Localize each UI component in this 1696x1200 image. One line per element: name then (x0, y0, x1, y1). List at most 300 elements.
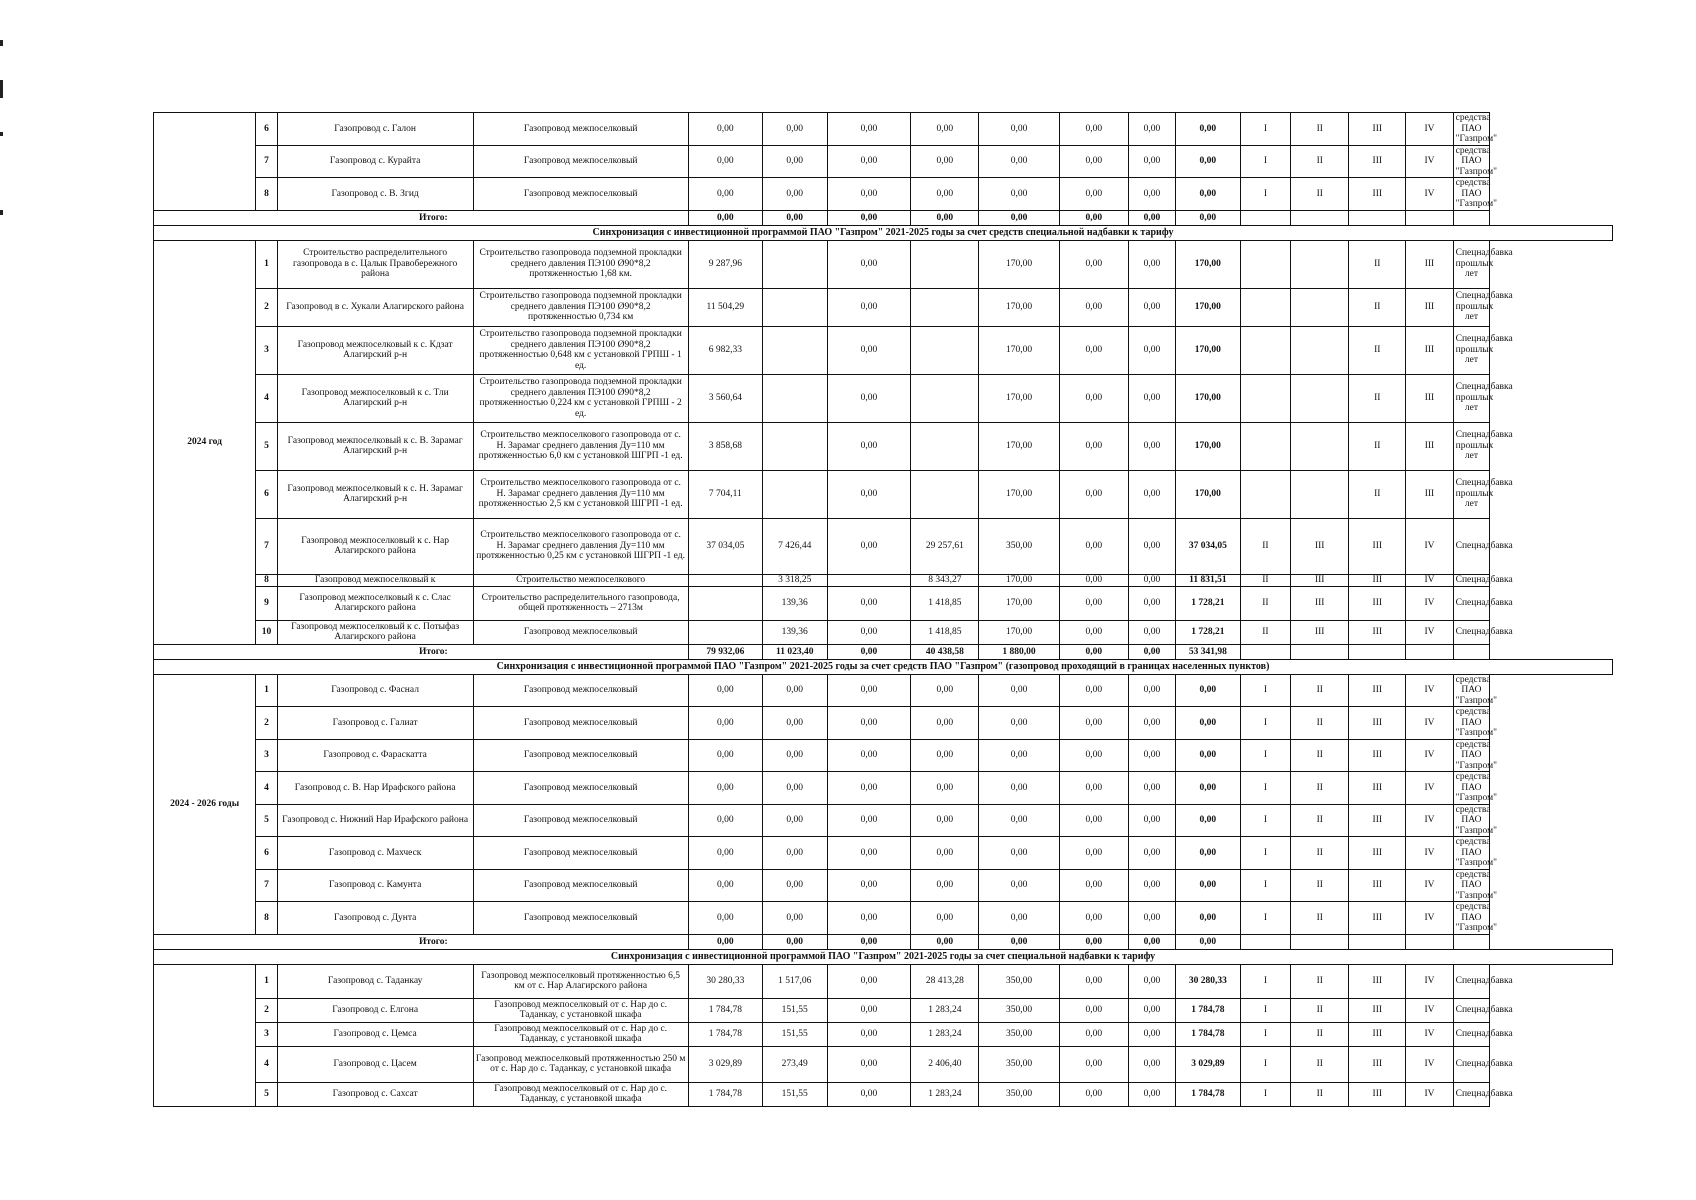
empty-cell (1291, 210, 1349, 225)
table-row (154, 804, 1613, 837)
value-cell: 0,00 (1059, 113, 1128, 146)
value-cell: 0,00 (688, 902, 762, 935)
quarter-cell (1291, 470, 1349, 518)
funding-source: средства ПАО "Газпром" (1453, 145, 1490, 178)
value-cell: 0,00 (827, 739, 911, 772)
value-cell: 0,00 (1059, 374, 1128, 422)
funding-source: Спецнадбавка прошлых лет (1453, 288, 1490, 326)
value-cell: 0,00 (827, 902, 911, 935)
empty-cell (1406, 210, 1453, 225)
quarter-cell: I (1240, 804, 1291, 837)
value-cell: 0,00 (1059, 869, 1128, 902)
value-cell: 0,00 (1059, 422, 1128, 470)
value-cell: 0,00 (1059, 1046, 1128, 1082)
object-name: Газопровод межпоселковый к с. Н. Зарамаг Алагирский р-н (277, 470, 473, 518)
quarter-cell (1291, 240, 1349, 288)
value-cell: 0,00 (827, 113, 911, 146)
quarter-cell: III (1349, 113, 1406, 146)
object-name: Газопровод межпоселковый к с. В. Зарамаг Алагирский р-н (277, 422, 473, 470)
value-cell: 0,00 (911, 178, 979, 211)
quarter-cell: III (1349, 772, 1406, 805)
quarter-cell: IV (1406, 145, 1453, 178)
value-cell (762, 326, 827, 374)
total-value: 0,00 (911, 210, 979, 225)
value-cell: 1 728,21 (1176, 586, 1241, 620)
work-description: Строительство межпоселкового газопровода от с. Н. Зарамаг среднего давления Ду=110 мм протяженностью 2,5 км с установкой ШГРП -1 ед. (473, 470, 688, 518)
table-row (154, 145, 1613, 178)
value-cell: 0,00 (827, 586, 911, 620)
value-cell: 0,00 (688, 674, 762, 707)
work-description: Строительство межпоселкового (473, 574, 688, 586)
empty-cell (1406, 644, 1453, 659)
value-cell: 0,00 (688, 145, 762, 178)
funding-source: Спецнадбавка (1453, 574, 1490, 586)
value-cell (827, 574, 911, 586)
value-cell: 0,00 (688, 113, 762, 146)
value-cell: 37 034,05 (688, 518, 762, 574)
quarter-cell: II (1240, 586, 1291, 620)
quarter-cell: IV (1406, 869, 1453, 902)
value-cell: 0,00 (1176, 113, 1241, 146)
value-cell: 0,00 (762, 837, 827, 870)
quarter-cell (1240, 288, 1291, 326)
section-heading-row (154, 659, 1613, 674)
work-description: Газопровод межпоселковый (473, 837, 688, 870)
value-cell: 139,36 (762, 586, 827, 620)
value-cell: 0,00 (979, 804, 1060, 837)
funding-source: Спецнадбавка (1453, 998, 1490, 1022)
object-name: Газопровод с. Таданкау (277, 964, 473, 998)
table-row (154, 620, 1613, 644)
value-cell: 0,00 (827, 240, 911, 288)
period-cell: 2024 - 2026 годы (154, 674, 256, 934)
value-cell: 0,00 (1059, 1082, 1128, 1106)
table-row (154, 1022, 1613, 1046)
quarter-cell: III (1406, 288, 1453, 326)
value-cell: 0,00 (979, 707, 1060, 740)
section-heading: Синхронизация с инвестиционной программой ПАО "Газпром" 2021-2025 годы за счет средств специальной надбавки к тарифу (154, 225, 1613, 240)
funding-source: средства ПАО "Газпром" (1453, 739, 1490, 772)
object-name: Газопровод с. Дунта (277, 902, 473, 935)
value-cell: 0,00 (911, 707, 979, 740)
value-cell: 0,00 (979, 113, 1060, 146)
funding-source: Спецнадбавка прошлых лет (1453, 240, 1490, 288)
value-cell: 0,00 (827, 326, 911, 374)
total-value: 40 438,58 (911, 644, 979, 659)
value-cell: 350,00 (979, 1022, 1060, 1046)
work-description: Строительство газопровода подземной прокладки среднего давления ПЭ100 Ø90*8,2 протяженностью 0,224 км с установкой ГРПШ - 2 ед. (473, 374, 688, 422)
empty-cell (1291, 934, 1349, 949)
quarter-cell: III (1349, 902, 1406, 935)
quarter-cell: IV (1406, 772, 1453, 805)
quarter-cell: IV (1406, 804, 1453, 837)
total-value: 0,00 (1059, 210, 1128, 225)
value-cell: 0,00 (1059, 178, 1128, 211)
row-number: 4 (256, 1046, 278, 1082)
period-cell: 2024 год (154, 240, 256, 644)
quarter-cell: III (1349, 1022, 1406, 1046)
quarter-cell: II (1291, 739, 1349, 772)
value-cell: 170,00 (979, 422, 1060, 470)
total-value: 1 880,00 (979, 644, 1060, 659)
work-description: Газопровод межпоселковый (473, 739, 688, 772)
value-cell: 0,00 (1059, 288, 1128, 326)
object-name: Газопровод межпоселковый к с. Нар Алагирского района (277, 518, 473, 574)
table-row (154, 586, 1613, 620)
value-cell: 0,00 (762, 145, 827, 178)
value-cell (762, 422, 827, 470)
value-cell: 170,00 (1176, 470, 1241, 518)
value-cell: 0,00 (1128, 869, 1175, 902)
funding-source: средства ПАО "Газпром" (1453, 902, 1490, 935)
quarter-cell: II (1291, 1046, 1349, 1082)
value-cell: 0,00 (1128, 422, 1175, 470)
quarter-cell: I (1240, 1046, 1291, 1082)
object-name: Газопровод межпоселковый к с. Кдзат Алагирский р-н (277, 326, 473, 374)
total-value: 79 932,06 (688, 644, 762, 659)
value-cell: 0,00 (1059, 240, 1128, 288)
value-cell (762, 374, 827, 422)
quarter-cell: I (1240, 674, 1291, 707)
quarter-cell: II (1291, 145, 1349, 178)
value-cell: 0,00 (1128, 674, 1175, 707)
value-cell (911, 326, 979, 374)
total-value: 11 023,40 (762, 644, 827, 659)
quarter-cell: II (1291, 178, 1349, 211)
quarter-cell: I (1240, 902, 1291, 935)
value-cell: 170,00 (1176, 326, 1241, 374)
object-name: Газопровод межпоселковый к с. Потыфаз Алагирского района (277, 620, 473, 644)
quarter-cell: I (1240, 739, 1291, 772)
quarter-cell: III (1349, 586, 1406, 620)
table-row (154, 739, 1613, 772)
value-cell: 0,00 (827, 707, 911, 740)
work-description: Газопровод межпоселковый протяженностью 6,5 км от с. Нар Алагирского района (473, 964, 688, 998)
quarter-cell: III (1406, 422, 1453, 470)
total-value: 0,00 (762, 210, 827, 225)
empty-cell (1453, 934, 1490, 949)
quarter-cell: II (1240, 518, 1291, 574)
row-number: 6 (256, 113, 278, 146)
value-cell: 0,00 (827, 964, 911, 998)
quarter-cell: IV (1406, 518, 1453, 574)
value-cell: 0,00 (1128, 574, 1175, 586)
value-cell (762, 470, 827, 518)
funding-source: Спецнадбавка прошлых лет (1453, 326, 1490, 374)
row-number: 6 (256, 837, 278, 870)
value-cell: 0,00 (979, 674, 1060, 707)
value-cell: 1 784,78 (688, 1022, 762, 1046)
quarter-cell (1291, 374, 1349, 422)
quarter-cell: I (1240, 998, 1291, 1022)
value-cell: 350,00 (979, 1046, 1060, 1082)
funding-source: Спецнадбавка (1453, 1046, 1490, 1082)
table-row (154, 902, 1613, 935)
value-cell: 0,00 (911, 804, 979, 837)
value-cell: 28 413,28 (911, 964, 979, 998)
value-cell: 273,49 (762, 1046, 827, 1082)
table-row (154, 674, 1613, 707)
value-cell: 0,00 (762, 113, 827, 146)
value-cell: 0,00 (1128, 998, 1175, 1022)
object-name: Газопровод с. Нижний Нар Ирафского района (277, 804, 473, 837)
row-number: 5 (256, 422, 278, 470)
work-description: Газопровод межпоселковый (473, 707, 688, 740)
row-number: 5 (256, 1082, 278, 1106)
value-cell: 0,00 (688, 178, 762, 211)
object-name: Газопровод с. Галон (277, 113, 473, 146)
quarter-cell (1291, 288, 1349, 326)
value-cell: 151,55 (762, 1082, 827, 1106)
quarter-cell: I (1240, 707, 1291, 740)
funding-source: Спецнадбавка (1453, 518, 1490, 574)
value-cell: 0,00 (762, 674, 827, 707)
object-name: Газопровод с. Камунта (277, 869, 473, 902)
row-number: 1 (256, 674, 278, 707)
value-cell: 1 784,78 (688, 1082, 762, 1106)
quarter-cell: II (1240, 574, 1291, 586)
work-description: Газопровод межпоселковый (473, 902, 688, 935)
quarter-cell: III (1349, 1082, 1406, 1106)
value-cell: 0,00 (827, 288, 911, 326)
value-cell: 29 257,61 (911, 518, 979, 574)
value-cell: 0,00 (979, 739, 1060, 772)
quarter-cell: III (1349, 707, 1406, 740)
value-cell: 0,00 (1128, 620, 1175, 644)
quarter-cell: III (1349, 998, 1406, 1022)
value-cell: 0,00 (762, 707, 827, 740)
quarter-cell: III (1406, 240, 1453, 288)
value-cell: 1 283,24 (911, 1082, 979, 1106)
value-cell: 0,00 (1176, 674, 1241, 707)
value-cell: 0,00 (1128, 470, 1175, 518)
object-name: Газопровод межпоселковый к (277, 574, 473, 586)
funding-source: Спецнадбавка (1453, 1082, 1490, 1106)
object-name: Газопровод с. Цасем (277, 1046, 473, 1082)
section-heading-row (154, 949, 1613, 964)
quarter-cell: IV (1406, 902, 1453, 935)
quarter-cell: I (1240, 145, 1291, 178)
total-value: 0,00 (1128, 644, 1175, 659)
value-cell: 0,00 (827, 518, 911, 574)
quarter-cell: II (1349, 422, 1406, 470)
value-cell: 139,36 (762, 620, 827, 644)
section-heading: Синхронизация с инвестиционной программой ПАО "Газпром" 2021-2025 годы за счет средств ПАО "Газпром" (газопровод проходящий в границах населенных пунктов) (154, 659, 1613, 674)
row-number: 1 (256, 240, 278, 288)
funding-source: средства ПАО "Газпром" (1453, 772, 1490, 805)
row-number: 8 (256, 178, 278, 211)
value-cell: 0,00 (1059, 772, 1128, 805)
value-cell: 8 343,27 (911, 574, 979, 586)
work-description: Газопровод межпоселковый (473, 772, 688, 805)
value-cell: 0,00 (1059, 998, 1128, 1022)
work-description: Газопровод межпоселковый (473, 804, 688, 837)
quarter-cell: III (1349, 620, 1406, 644)
object-name: Газопровод с. Курайта (277, 145, 473, 178)
value-cell: 1 283,24 (911, 1022, 979, 1046)
row-number: 3 (256, 326, 278, 374)
value-cell: 0,00 (1059, 574, 1128, 586)
value-cell: 37 034,05 (1176, 518, 1241, 574)
value-cell: 6 982,33 (688, 326, 762, 374)
value-cell: 1 784,78 (1176, 998, 1241, 1022)
value-cell: 0,00 (827, 1046, 911, 1082)
value-cell: 170,00 (979, 326, 1060, 374)
value-cell: 0,00 (827, 178, 911, 211)
total-value: 0,00 (1128, 934, 1175, 949)
value-cell: 0,00 (979, 772, 1060, 805)
object-name: Газопровод с. В. Нар Ирафского района (277, 772, 473, 805)
value-cell: 0,00 (762, 902, 827, 935)
total-value: 53 341,98 (1176, 644, 1241, 659)
value-cell: 0,00 (1128, 145, 1175, 178)
row-number: 2 (256, 288, 278, 326)
work-description: Газопровод межпоселковый (473, 620, 688, 644)
quarter-cell: III (1349, 178, 1406, 211)
total-row (154, 210, 1613, 225)
table-row (154, 964, 1613, 998)
work-description: Газопровод межпоселковый от с. Нар до с. Таданкау, с установкой шкафа (473, 1022, 688, 1046)
funding-source: средства ПАО "Газпром" (1453, 674, 1490, 707)
object-name: Газопровод с. Фаснал (277, 674, 473, 707)
value-cell: 170,00 (979, 620, 1060, 644)
total-value: 0,00 (688, 210, 762, 225)
value-cell: 0,00 (1128, 288, 1175, 326)
work-description: Газопровод межпоселковый (473, 869, 688, 902)
quarter-cell: IV (1406, 620, 1453, 644)
value-cell: 170,00 (1176, 374, 1241, 422)
quarter-cell: II (1291, 772, 1349, 805)
row-number: 1 (256, 964, 278, 998)
value-cell: 0,00 (1128, 1022, 1175, 1046)
value-cell: 0,00 (911, 772, 979, 805)
total-value: 0,00 (1176, 934, 1241, 949)
value-cell (911, 240, 979, 288)
value-cell: 0,00 (1128, 178, 1175, 211)
work-description: Строительство газопровода подземной прокладки среднего давления ПЭ100 Ø90*8,2 протяженностью 0,734 км (473, 288, 688, 326)
row-number: 8 (256, 574, 278, 586)
value-cell: 0,00 (688, 707, 762, 740)
work-description: Строительство газопровода подземной прокладки среднего давления ПЭ100 Ø90*8,2 протяженностью 0,648 км с установкой ГРПШ - 1 ед. (473, 326, 688, 374)
object-name: Газопровод с. Сахсат (277, 1082, 473, 1106)
quarter-cell: III (1349, 518, 1406, 574)
value-cell: 0,00 (979, 837, 1060, 870)
quarter-cell: II (1349, 374, 1406, 422)
value-cell: 0,00 (1059, 902, 1128, 935)
quarter-cell: II (1291, 674, 1349, 707)
quarter-cell: IV (1406, 964, 1453, 998)
object-name: Газопровод с. Махческ (277, 837, 473, 870)
value-cell: 0,00 (1059, 837, 1128, 870)
section-heading: Синхронизация с инвестиционной программой ПАО "Газпром" 2021-2025 годы за счет специальной надбавки к тарифу (154, 949, 1613, 964)
value-cell: 0,00 (1128, 326, 1175, 374)
table-row (154, 869, 1613, 902)
value-cell: 1 517,06 (762, 964, 827, 998)
value-cell: 0,00 (1059, 1022, 1128, 1046)
quarter-cell: II (1291, 1022, 1349, 1046)
value-cell: 1 784,78 (688, 998, 762, 1022)
value-cell: 0,00 (688, 772, 762, 805)
table-row (154, 240, 1613, 288)
value-cell: 0,00 (1176, 145, 1241, 178)
value-cell: 0,00 (762, 869, 827, 902)
quarter-cell: II (1291, 113, 1349, 146)
quarter-cell: IV (1406, 178, 1453, 211)
value-cell: 0,00 (1059, 739, 1128, 772)
quarter-cell: III (1291, 586, 1349, 620)
value-cell: 0,00 (827, 1082, 911, 1106)
value-cell (688, 586, 762, 620)
value-cell: 0,00 (1059, 145, 1128, 178)
quarter-cell: II (1291, 869, 1349, 902)
period-cell (154, 113, 256, 211)
total-label: Итого: (154, 644, 689, 659)
total-label: Итого: (154, 934, 689, 949)
quarter-cell: IV (1406, 998, 1453, 1022)
total-value: 0,00 (827, 644, 911, 659)
scan-edge-marks (0, 0, 10, 300)
value-cell: 0,00 (827, 470, 911, 518)
quarter-cell: IV (1406, 837, 1453, 870)
quarter-cell: IV (1406, 739, 1453, 772)
value-cell (911, 422, 979, 470)
quarter-cell: IV (1406, 574, 1453, 586)
funding-source: средства ПАО "Газпром" (1453, 113, 1490, 146)
value-cell: 0,00 (827, 422, 911, 470)
quarter-cell: II (1240, 620, 1291, 644)
funding-source: Спецнадбавка прошлых лет (1453, 422, 1490, 470)
row-number: 7 (256, 518, 278, 574)
value-cell: 1 418,85 (911, 586, 979, 620)
funding-source: Спецнадбавка прошлых лет (1453, 470, 1490, 518)
total-value: 0,00 (827, 934, 911, 949)
value-cell: 170,00 (1176, 422, 1241, 470)
row-number: 3 (256, 739, 278, 772)
object-name: Строительство распределительного газопровода в с. Цалык Правобережного района (277, 240, 473, 288)
work-description: Газопровод межпоселковый (473, 674, 688, 707)
value-cell: 0,00 (1128, 964, 1175, 998)
value-cell: 170,00 (979, 470, 1060, 518)
quarter-cell: III (1406, 326, 1453, 374)
quarter-cell: III (1406, 374, 1453, 422)
row-number: 7 (256, 145, 278, 178)
quarter-cell: II (1349, 240, 1406, 288)
total-value: 0,00 (827, 210, 911, 225)
quarter-cell: III (1349, 804, 1406, 837)
value-cell: 9 287,96 (688, 240, 762, 288)
total-value: 0,00 (688, 934, 762, 949)
value-cell: 170,00 (979, 374, 1060, 422)
work-description: Строительство межпоселкового газопровода от с. Н. Зарамаг среднего давления Ду=110 мм протяженностью 0,25 км с установкой ШГРП -1 ед. (473, 518, 688, 574)
object-name: Газопровод с. Галиат (277, 707, 473, 740)
value-cell: 350,00 (979, 964, 1060, 998)
quarter-cell: I (1240, 1082, 1291, 1106)
funding-source: средства ПАО "Газпром" (1453, 804, 1490, 837)
value-cell: 0,00 (688, 804, 762, 837)
quarter-cell: I (1240, 869, 1291, 902)
quarter-cell: II (1291, 902, 1349, 935)
value-cell: 0,00 (1128, 707, 1175, 740)
quarter-cell: I (1240, 178, 1291, 211)
value-cell: 0,00 (1176, 837, 1241, 870)
quarter-cell: III (1349, 1046, 1406, 1082)
quarter-cell (1291, 422, 1349, 470)
table-row (154, 1046, 1613, 1082)
value-cell: 0,00 (1128, 113, 1175, 146)
value-cell: 170,00 (1176, 240, 1241, 288)
work-description: Строительство межпоселкового газопровода от с. Н. Зарамаг среднего давления Ду=110 мм протяженностью 6,0 км с установкой ШГРП -1 ед. (473, 422, 688, 470)
value-cell: 0,00 (1128, 1082, 1175, 1106)
